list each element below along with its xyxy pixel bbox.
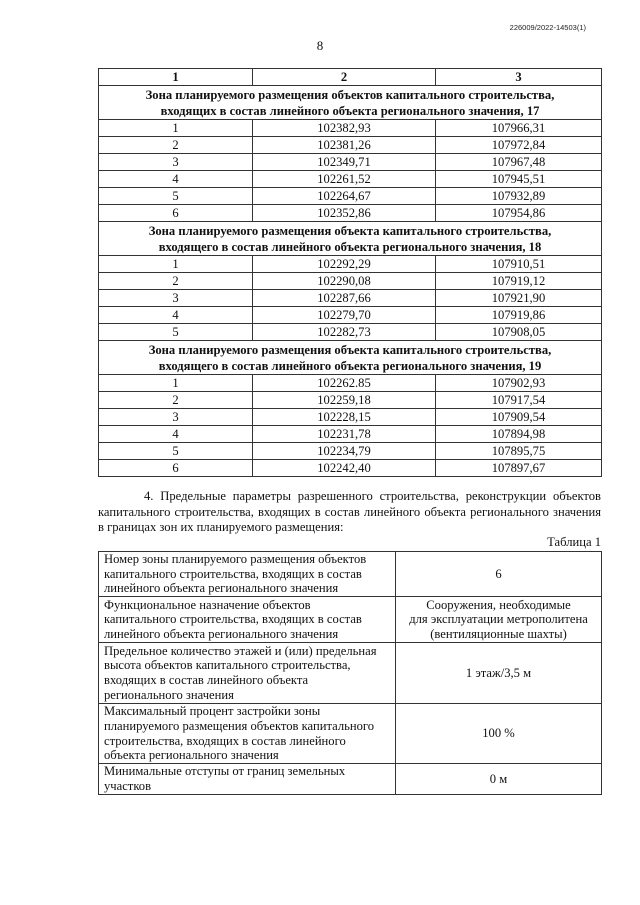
zone-title-line: входящих в состав линейного объекта регионального значения, 17 (160, 103, 540, 118)
zone-title-line: входящего в состав линейного объекта регионального значения, 18 (158, 239, 542, 254)
y-coordinate: 107954,86 (436, 205, 602, 222)
x-coordinate: 102261,52 (253, 171, 436, 188)
y-coordinate: 107919,12 (436, 273, 602, 290)
table-row (99, 409, 602, 426)
y-coordinate: 107895,75 (436, 443, 602, 460)
value-line: 1 этаж/3,5 м (465, 665, 532, 680)
y-coordinate: 107909,54 (436, 409, 602, 426)
parameter-label (99, 643, 396, 704)
table-row (99, 392, 602, 409)
point-number: 3 (99, 290, 253, 307)
table-row (99, 460, 602, 477)
table-row (99, 307, 602, 324)
value-line: (вентиляционные шахты) (430, 626, 567, 641)
y-coordinate: 107919,86 (436, 307, 602, 324)
point-number: 6 (99, 205, 253, 222)
point-number: 3 (99, 154, 253, 171)
column-header: 2 (253, 69, 436, 86)
table-row (99, 375, 602, 392)
parameter-value (396, 643, 602, 704)
point-number: 2 (99, 392, 253, 409)
parameter-value (396, 597, 602, 643)
x-coordinate: 102279,70 (253, 307, 436, 324)
y-coordinate: 107917,54 (436, 392, 602, 409)
table-row (99, 256, 602, 273)
y-coordinate: 107908,05 (436, 324, 602, 341)
point-number: 1 (99, 375, 253, 392)
zone-title-line: Зона планируемого размещения объектов капитального строительства, (145, 87, 555, 102)
label-line: регионального значения (104, 687, 234, 702)
x-coordinate: 102282,73 (253, 324, 436, 341)
y-coordinate: 107972,84 (436, 137, 602, 154)
x-coordinate: 102352,86 (253, 205, 436, 222)
zone-header-row (99, 222, 602, 256)
point-number: 6 (99, 460, 253, 477)
label-line: линейного объекта регионального значения (104, 581, 339, 596)
page-number: 8 (316, 38, 324, 53)
y-coordinate: 107902,93 (436, 375, 602, 392)
y-coordinate: 107932,89 (436, 188, 602, 205)
label-line: входящих в состав линейного объекта (104, 673, 309, 688)
point-number: 4 (99, 171, 253, 188)
point-number: 5 (99, 324, 253, 341)
point-number: 3 (99, 409, 253, 426)
point-number: 2 (99, 273, 253, 290)
zone-title-line: входящего в состав линейного объекта регионального значения, 19 (158, 358, 542, 373)
x-coordinate: 102290,08 (253, 273, 436, 290)
table-row (99, 154, 602, 171)
label-line: Минимальные отступы от границ земельных (104, 764, 346, 779)
label-line: линейного объекта регионального значения (104, 626, 339, 641)
table-row (99, 188, 602, 205)
point-number: 5 (99, 443, 253, 460)
point-number: 4 (99, 426, 253, 443)
point-number: 1 (99, 256, 253, 273)
x-coordinate: 102242,40 (253, 460, 436, 477)
column-header: 1 (99, 69, 253, 86)
value-line: 100 % (482, 726, 515, 741)
table-row (99, 290, 602, 307)
y-coordinate: 107921,90 (436, 290, 602, 307)
document-id: 226009/2022-14503(1) (509, 23, 586, 32)
table-row (99, 273, 602, 290)
zone-title (99, 222, 602, 256)
zone-title (99, 86, 602, 120)
x-coordinate: 102381,26 (253, 137, 436, 154)
table-caption: Таблица 1 (547, 535, 601, 549)
value-line: Сооружения, необходимые (426, 597, 571, 612)
value-line: 6 (495, 566, 502, 581)
label-line: строительства, входящих в состав линейного (104, 733, 346, 748)
point-number: 5 (99, 188, 253, 205)
parameters-table (98, 551, 602, 795)
parameter-label (99, 704, 396, 764)
header-row (99, 69, 602, 86)
zone-header-row (99, 86, 602, 120)
section-4-paragraph (98, 489, 601, 536)
table-row (99, 426, 602, 443)
label-line: Функциональное назначение объектов (104, 597, 311, 612)
y-coordinate: 107967,48 (436, 154, 602, 171)
x-coordinate: 102231,78 (253, 426, 436, 443)
label-line: Номер зоны планируемого размещения объектов (104, 552, 367, 566)
table-row (99, 137, 602, 154)
x-coordinate: 102287,66 (253, 290, 436, 307)
parameter-row (99, 704, 602, 764)
zone-title-line: Зона планируемого размещения объекта капитального строительства, (148, 223, 552, 238)
table-row (99, 171, 602, 188)
parameter-row (99, 597, 602, 643)
label-line: планируемого размещения объектов капитального (104, 718, 375, 733)
label-line: Предельное количество этажей и (или) предельная (104, 643, 377, 658)
table-row (99, 324, 602, 341)
label-line: капитального строительства, входящих в состав (104, 612, 362, 627)
point-number: 1 (99, 120, 253, 137)
y-coordinate: 107897,67 (436, 460, 602, 477)
table-row (99, 443, 602, 460)
y-coordinate: 107945,51 (436, 171, 602, 188)
point-number: 4 (99, 307, 253, 324)
point-number: 2 (99, 137, 253, 154)
zone-title-line: Зона планируемого размещения объекта капитального строительства, (148, 342, 552, 357)
parameter-row (99, 764, 602, 795)
y-coordinate: 107910,51 (436, 256, 602, 273)
y-coordinate: 107894,98 (436, 426, 602, 443)
table-row (99, 205, 602, 222)
value-line: для эксплуатации метрополитена (409, 612, 588, 627)
parameter-row (99, 643, 602, 704)
x-coordinate: 102262.85 (253, 375, 436, 392)
label-line: объекта регионального значения (104, 748, 279, 763)
parameter-value (396, 764, 602, 795)
y-coordinate: 107966,31 (436, 120, 602, 137)
label-line: высота объектов капитального строительства, (104, 658, 351, 673)
table-row (99, 120, 602, 137)
parameter-value (396, 704, 602, 764)
paragraph-text: 4. Предельные параметры разрешенного строительства, реконструкции объектов капитального строительства, входящих в состав линейного объекта регионального значения в границах зон их планируемого размещения: (98, 489, 601, 534)
x-coordinate: 102292,29 (253, 256, 436, 273)
parameter-value (396, 552, 602, 597)
label-line: капитального строительства, входящих в состав (104, 566, 362, 581)
x-coordinate: 102234,79 (253, 443, 436, 460)
x-coordinate: 102259,18 (253, 392, 436, 409)
zone-header-row (99, 341, 602, 375)
label-line: Максимальный процент застройки зоны (104, 704, 321, 719)
value-line: 0 м (489, 771, 508, 786)
x-coordinate: 102382,93 (253, 120, 436, 137)
parameter-row (99, 552, 602, 597)
coordinates-table (98, 68, 602, 477)
column-header: 3 (436, 69, 602, 86)
x-coordinate: 102349,71 (253, 154, 436, 171)
zone-title (99, 341, 602, 375)
x-coordinate: 102264,67 (253, 188, 436, 205)
parameter-label (99, 597, 396, 643)
x-coordinate: 102228,15 (253, 409, 436, 426)
parameter-label (99, 764, 396, 795)
parameter-label (99, 552, 396, 597)
label-line: участков (104, 779, 152, 794)
